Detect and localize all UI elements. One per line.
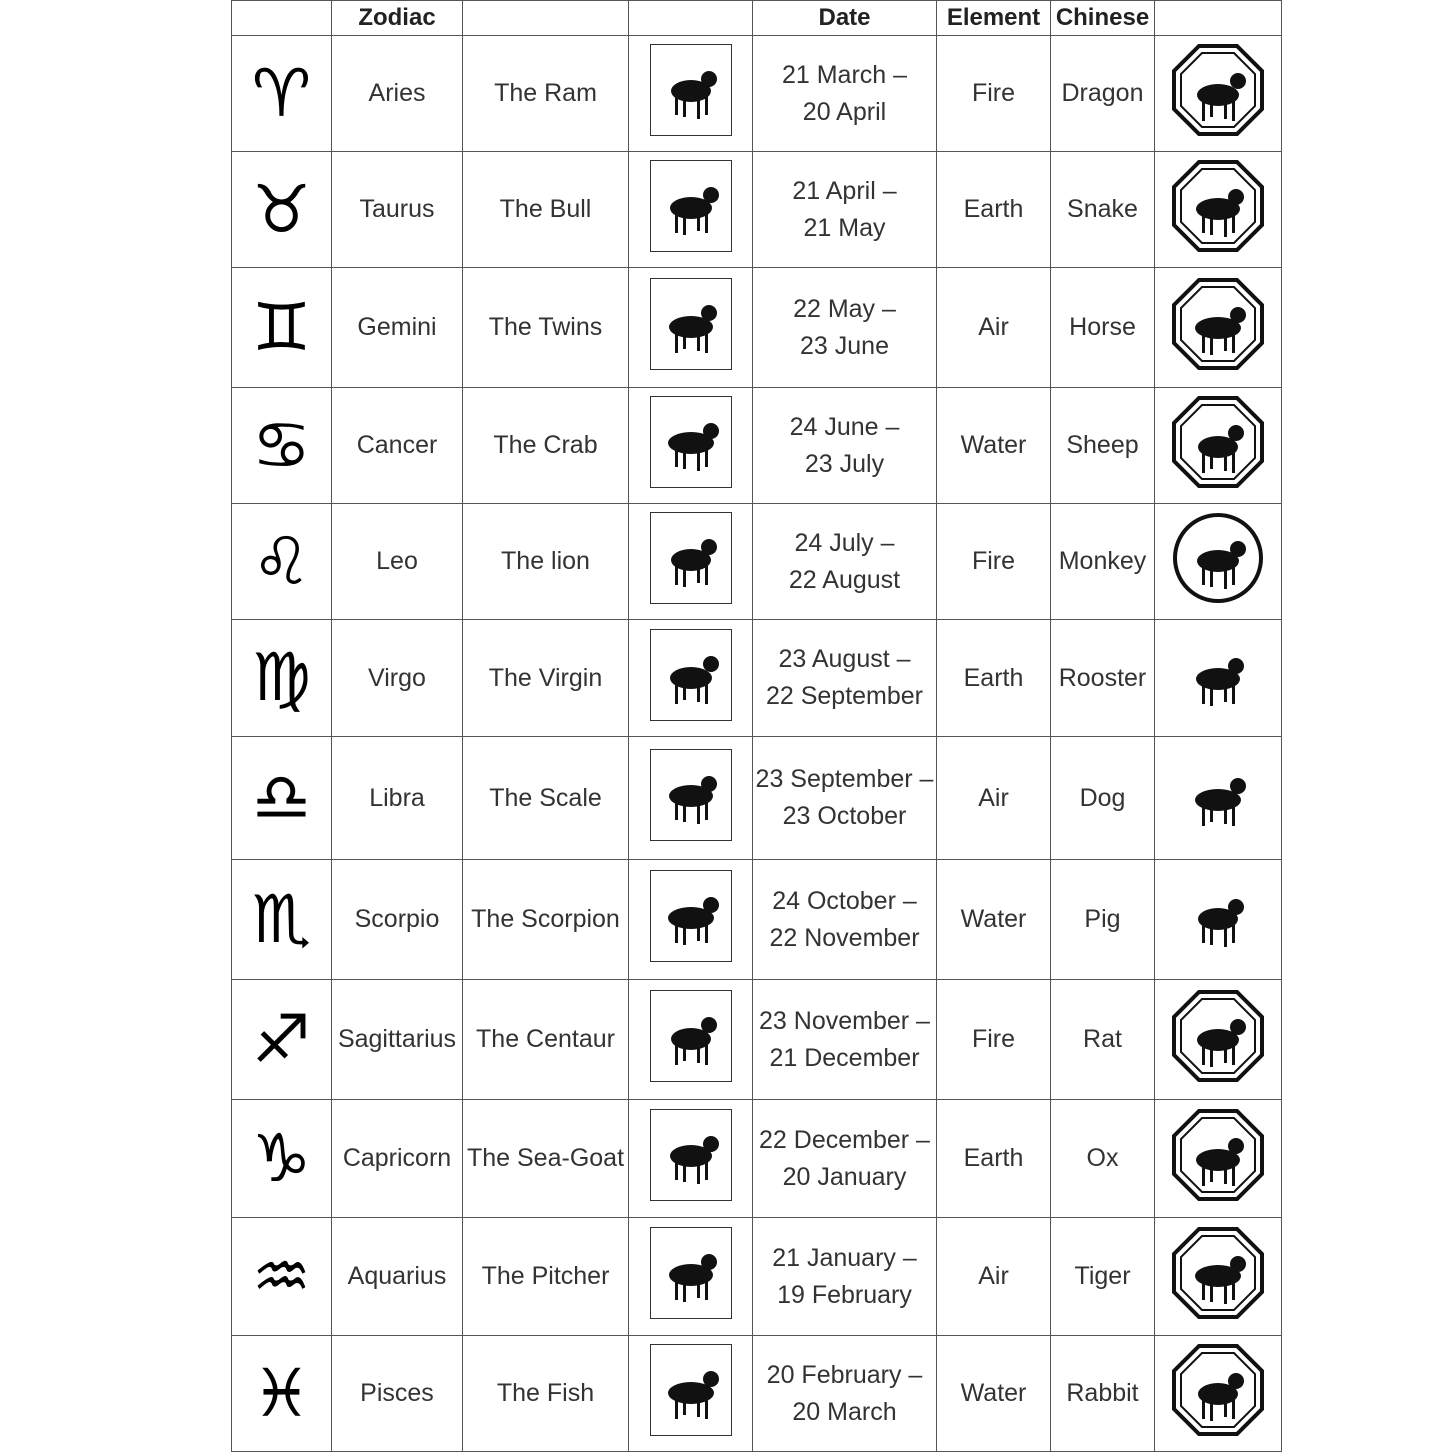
sign-name: Pisces [332, 1336, 463, 1452]
table-row [232, 388, 1282, 504]
date-start: 24 October – [772, 886, 917, 915]
rooster-icon [1171, 628, 1265, 722]
date-end: 22 November [769, 923, 920, 952]
chinese-picture [1155, 620, 1282, 737]
sign-title: The Fish [463, 1336, 629, 1452]
rabbit-icon [1171, 1343, 1265, 1437]
chinese-sign: Tiger [1051, 1218, 1155, 1336]
header-zodiac: Zodiac [332, 1, 463, 36]
chinese-sign: Sheep [1051, 388, 1155, 504]
chinese-picture [1155, 268, 1282, 388]
horse-icon [1171, 277, 1265, 371]
sign-title: The Bull [463, 152, 629, 268]
date-range [753, 737, 937, 860]
pitcher-icon [650, 1227, 732, 1319]
date-range [753, 620, 937, 737]
sea-goat-icon [650, 1109, 732, 1201]
sign-name: Virgo [332, 620, 463, 737]
date-end: 23 October [782, 802, 907, 830]
sign-picture [629, 1336, 753, 1452]
chinese-sign: Rooster [1051, 620, 1155, 737]
element: Water [937, 1336, 1051, 1452]
tiger-icon [1171, 1226, 1265, 1320]
sign-title: The Sea-Goat [463, 1100, 629, 1218]
zodiac-symbol [232, 36, 332, 152]
table-row [232, 1336, 1282, 1452]
header-chinese: Chinese [1051, 1, 1155, 36]
table-row [232, 737, 1282, 860]
zodiac-glyph-icon: ♈ [251, 54, 312, 132]
sign-name: Cancer [332, 388, 463, 504]
zodiac-symbol [232, 268, 332, 388]
element: Water [937, 860, 1051, 980]
date-range [753, 1336, 937, 1452]
sign-title: The Scorpion [463, 860, 629, 980]
date-start: 23 August – [778, 645, 911, 673]
sign-name: Capricorn [332, 1100, 463, 1218]
date-start: 21 March – [781, 60, 908, 89]
date-start: 23 September – [755, 765, 934, 793]
date-end: 21 December [769, 1043, 920, 1072]
sign-name: Leo [332, 504, 463, 620]
element: Earth [937, 1100, 1051, 1218]
chinese-sign: Horse [1051, 268, 1155, 388]
table-row [232, 152, 1282, 268]
scale-icon [650, 749, 732, 841]
date-start: 22 May – [793, 294, 896, 323]
zodiac-glyph-icon: ♋ [251, 406, 312, 484]
element: Air [937, 737, 1051, 860]
sign-picture [629, 388, 753, 504]
sheep-icon [1171, 395, 1265, 489]
date-end: 23 June [800, 331, 889, 360]
fish-icon [650, 1344, 732, 1436]
zodiac-symbol [232, 980, 332, 1100]
element: Air [937, 268, 1051, 388]
date-range [753, 388, 937, 504]
zodiac-symbol [232, 737, 332, 860]
pig-icon [1171, 869, 1265, 963]
zodiac-symbol [232, 620, 332, 737]
sign-picture [629, 36, 753, 152]
sign-picture [629, 1218, 753, 1336]
chinese-sign: Pig [1051, 860, 1155, 980]
sign-picture [629, 980, 753, 1100]
zodiac-glyph-icon: ♓ [251, 1354, 312, 1432]
date-end: 22 August [788, 565, 901, 594]
date-end: 19 February [777, 1280, 912, 1309]
date-start: 22 December – [759, 1125, 930, 1154]
sign-name: Sagittarius [332, 980, 463, 1100]
zodiac-glyph-icon: ♉ [251, 170, 312, 248]
sign-name: Aquarius [332, 1218, 463, 1336]
zodiac-symbol [232, 1336, 332, 1452]
lion-icon [650, 512, 732, 604]
header-name [463, 1, 629, 36]
date-start: 24 July – [794, 528, 895, 557]
virgin-icon [650, 629, 732, 721]
rat-icon [1171, 989, 1265, 1083]
table-row [232, 1218, 1282, 1336]
header-symbol [232, 1, 332, 36]
zodiac-symbol [232, 1218, 332, 1336]
date-range [753, 268, 937, 388]
sign-title: The Crab [463, 388, 629, 504]
date-range [753, 1218, 937, 1336]
centaur-icon [650, 990, 732, 1082]
chinese-picture [1155, 1100, 1282, 1218]
sign-name: Libra [332, 737, 463, 860]
date-end: 22 September [765, 682, 924, 710]
table-row [232, 36, 1282, 152]
element: Earth [937, 620, 1051, 737]
header-date: Date [753, 1, 937, 36]
element: Fire [937, 504, 1051, 620]
sign-picture [629, 504, 753, 620]
date-range [753, 1100, 937, 1218]
zodiac-symbol [232, 1100, 332, 1218]
dog-icon [1171, 748, 1265, 842]
zodiac-symbol [232, 388, 332, 504]
chinese-sign: Monkey [1051, 504, 1155, 620]
sign-title: The Twins [463, 268, 629, 388]
dragon-icon [1171, 43, 1265, 137]
sign-name: Taurus [332, 152, 463, 268]
table-row [232, 620, 1282, 737]
chinese-picture [1155, 980, 1282, 1100]
header-row [232, 1, 1282, 36]
table-row [232, 504, 1282, 620]
chinese-picture [1155, 737, 1282, 860]
chinese-picture [1155, 388, 1282, 504]
table-row [232, 980, 1282, 1100]
sign-picture [629, 737, 753, 860]
zodiac-symbol [232, 504, 332, 620]
element: Earth [937, 152, 1051, 268]
date-range [753, 860, 937, 980]
date-range [753, 980, 937, 1100]
monkey-icon [1171, 511, 1265, 605]
bull-icon [650, 160, 732, 252]
snake-icon [1171, 159, 1265, 253]
chinese-sign: Snake [1051, 152, 1155, 268]
ox-icon [1171, 1108, 1265, 1202]
chinese-picture [1155, 1336, 1282, 1452]
table-row [232, 860, 1282, 980]
element: Fire [937, 980, 1051, 1100]
element: Water [937, 388, 1051, 504]
chinese-sign: Dog [1051, 737, 1155, 860]
sign-name: Scorpio [332, 860, 463, 980]
crab-icon [650, 396, 732, 488]
sign-title: The Scale [463, 737, 629, 860]
date-start: 20 February – [766, 1360, 923, 1389]
element: Fire [937, 36, 1051, 152]
zodiac-symbol [232, 860, 332, 980]
date-start: 21 January – [772, 1243, 917, 1272]
zodiac-glyph-icon: ♑ [251, 1119, 312, 1197]
chinese-sign: Rat [1051, 980, 1155, 1100]
zodiac-glyph-icon: ♊ [251, 288, 312, 366]
date-range [753, 152, 937, 268]
header-chinese-picture [1155, 1, 1282, 36]
chinese-picture [1155, 860, 1282, 980]
chinese-picture [1155, 152, 1282, 268]
zodiac-glyph-icon: ♏ [251, 880, 312, 958]
date-range [753, 36, 937, 152]
date-end: 21 May [803, 213, 886, 242]
header-picture [629, 1, 753, 36]
element: Air [937, 1218, 1051, 1336]
sign-picture [629, 1100, 753, 1218]
zodiac-glyph-icon: ♐ [251, 1000, 312, 1078]
chinese-sign: Ox [1051, 1100, 1155, 1218]
twins-icon [650, 278, 732, 370]
table-row [232, 268, 1282, 388]
sign-name: Gemini [332, 268, 463, 388]
date-end: 23 July [804, 449, 885, 478]
chinese-picture [1155, 1218, 1282, 1336]
date-end: 20 January [782, 1162, 907, 1191]
date-range [753, 504, 937, 620]
chinese-picture [1155, 36, 1282, 152]
sign-picture [629, 268, 753, 388]
sign-title: The Virgin [463, 620, 629, 737]
table-row [232, 1100, 1282, 1218]
chinese-picture [1155, 504, 1282, 620]
zodiac-symbol [232, 152, 332, 268]
sign-picture [629, 152, 753, 268]
sign-title: The Ram [463, 36, 629, 152]
scorpion-icon [650, 870, 732, 962]
chinese-sign: Rabbit [1051, 1336, 1155, 1452]
date-start: 23 November – [759, 1006, 930, 1035]
header-element: Element [937, 1, 1051, 36]
chinese-sign: Dragon [1051, 36, 1155, 152]
date-start: 24 June – [789, 412, 900, 441]
zodiac-glyph-icon: ♎ [251, 759, 312, 836]
date-end: 20 March [792, 1397, 897, 1426]
ram-icon [650, 44, 732, 136]
sign-picture [629, 860, 753, 980]
zodiac-glyph-icon: ♒ [251, 1237, 312, 1315]
date-start: 21 April – [792, 176, 897, 205]
sign-picture [629, 620, 753, 737]
zodiac-glyph-icon: ♍ [251, 639, 312, 716]
zodiac-table [231, 0, 1282, 1452]
date-end: 20 April [802, 97, 887, 126]
sign-title: The Centaur [463, 980, 629, 1100]
sign-title: The Pitcher [463, 1218, 629, 1336]
sign-name: Aries [332, 36, 463, 152]
sign-title: The lion [463, 504, 629, 620]
zodiac-glyph-icon: ♌ [251, 522, 312, 600]
